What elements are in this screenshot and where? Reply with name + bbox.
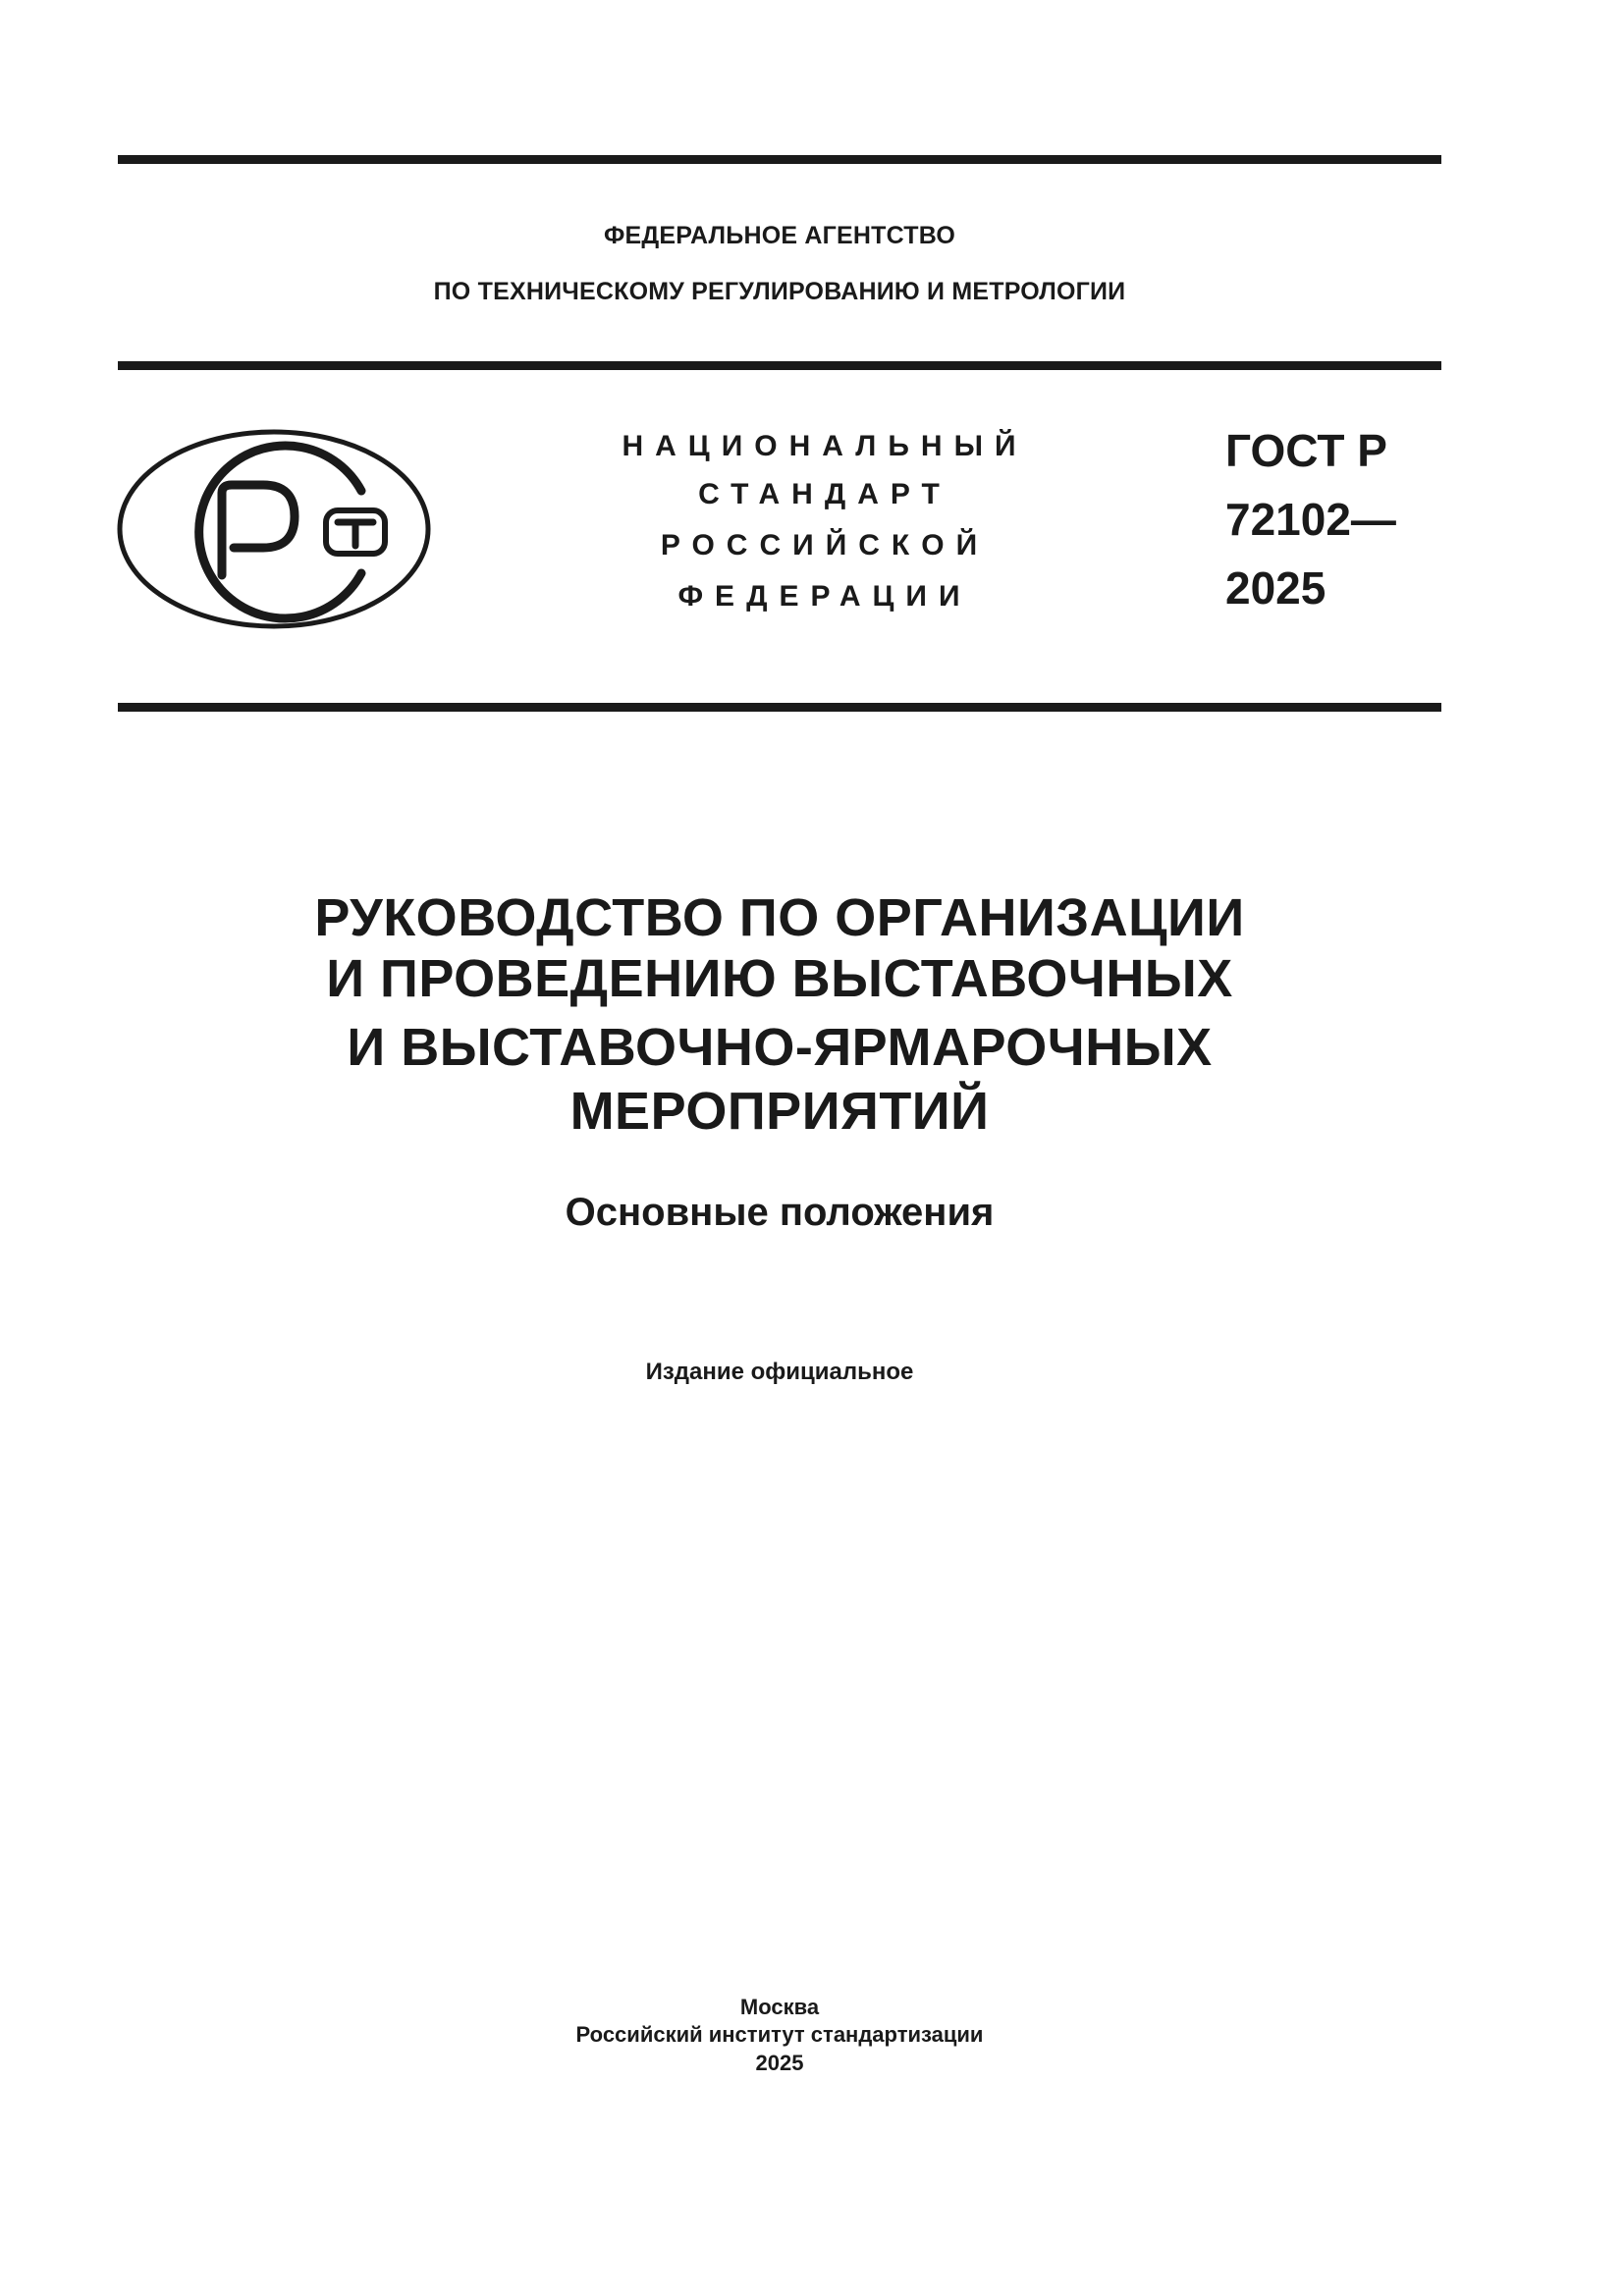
national-standard-line-3: РОССИЙСКОЙ	[660, 529, 990, 561]
national-standard-line-4: ФЕДЕРАЦИИ	[677, 580, 972, 613]
agency-name-line-2: ПО ТЕХНИЧЕСКОМУ РЕГУЛИРОВАНИЮ И МЕТРОЛОГИИ	[433, 278, 1126, 305]
document-subtitle: Основные положения	[565, 1191, 995, 1234]
standard-designation-year: 2025	[1225, 562, 1326, 614]
imprint-year: 2025	[755, 2051, 804, 2075]
imprint-city: Москва	[739, 1995, 820, 2019]
national-standard-line-2: СТАНДАРТ	[698, 478, 951, 510]
document-title-line-1: РУКОВОДСТВО ПО ОРГАНИЗАЦИИ	[314, 888, 1245, 947]
national-standard-line-1: НАЦИОНАЛЬНЫЙ	[622, 430, 1028, 462]
middle-divider	[118, 361, 1441, 370]
top-divider	[118, 155, 1441, 164]
imprint-publisher: Российский институт стандартизации	[575, 2022, 984, 2047]
document-title-line-4: МЕРОПРИЯТИЙ	[569, 1082, 990, 1141]
agency-name-line-1: ФЕДЕРАЛЬНОЕ АГЕНТСТВО	[604, 222, 955, 249]
standard-designation-prefix: ГОСТ Р	[1225, 425, 1387, 476]
document-title-line-2: И ПРОВЕДЕНИЮ ВЫСТАВОЧНЫХ	[326, 949, 1233, 1008]
edition-label: Издание официальное	[645, 1359, 914, 1385]
standard-designation-number: 72102—	[1225, 494, 1396, 545]
document-title-line-3: И ВЫСТАВОЧНО-ЯРМАРОЧНЫХ	[347, 1018, 1213, 1077]
bottom-divider	[118, 703, 1441, 712]
gost-r-logo-icon	[116, 428, 432, 630]
